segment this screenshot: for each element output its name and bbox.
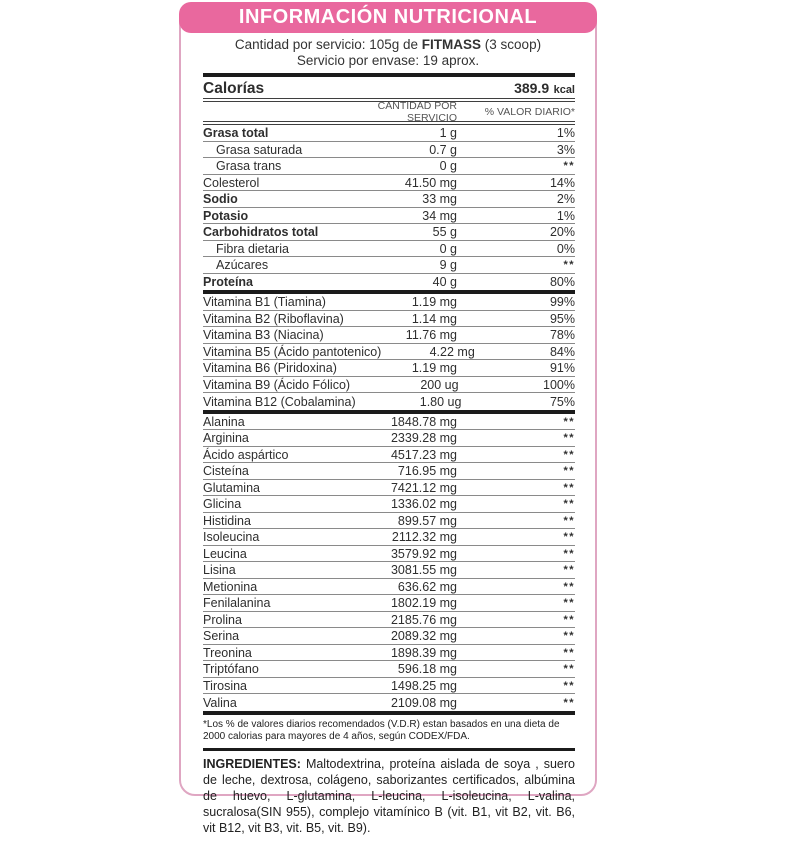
row-amount: 2089.32 mg — [390, 629, 457, 644]
row-label: Lisina — [203, 563, 236, 578]
row-amount: 1.80 ug — [419, 394, 462, 409]
calories-value-group — [514, 80, 575, 98]
row-label: Leucina — [203, 546, 247, 561]
row-amount: 1848.78 mg — [390, 414, 457, 429]
row-daily-value: 20% — [549, 225, 575, 240]
table-row — [203, 241, 575, 258]
row-label: Azúcares — [216, 258, 269, 273]
row-daily-value: 91% — [549, 361, 575, 376]
table-row — [203, 463, 575, 480]
brand-name: FITMASS — [421, 37, 482, 52]
row-daily-value: ** — [563, 679, 575, 692]
row-daily-value: 1% — [556, 208, 575, 223]
row-label: Prolina — [203, 612, 242, 627]
row-amount: 1.19 mg — [411, 295, 457, 310]
row-daily-value: 84% — [549, 344, 575, 359]
row-daily-value: ** — [563, 465, 575, 478]
calories-label: Calorías — [203, 80, 265, 98]
row-daily-value: ** — [563, 160, 575, 173]
row-daily-value: 99% — [549, 295, 575, 310]
row-label: Vitamina B12 (Cobalamina) — [203, 394, 356, 409]
calories-row — [203, 77, 575, 98]
table-row — [203, 414, 575, 431]
row-label: Vitamina B5 (Ácido pantotenico) — [203, 344, 382, 359]
row-amount: 2112.32 mg — [391, 530, 457, 545]
table-row — [203, 546, 575, 563]
amino-acids-section — [203, 414, 575, 711]
servings-per-container-line: Servicio por envase: 19 aprox. — [296, 53, 480, 69]
serving-size-suffix: (3 scoop) — [481, 37, 542, 52]
nutrition-label — [179, 2, 597, 835]
row-daily-value: 100% — [543, 377, 575, 392]
row-label: Fenilalanina — [203, 596, 271, 611]
row-daily-value: ** — [563, 514, 575, 527]
macros-section — [203, 125, 575, 290]
row-label: Sodio — [203, 192, 238, 207]
row-daily-value: ** — [563, 498, 575, 511]
row-label: Vitamina B9 (Ácido Fólico) — [203, 377, 351, 392]
row-daily-value: ** — [563, 415, 575, 428]
ingredients-paragraph — [203, 751, 575, 842]
row-daily-value: ** — [563, 564, 575, 577]
table-row — [203, 274, 575, 291]
row-amount: 2185.76 mg — [390, 612, 457, 627]
label-title: INFORMACIÓN NUTRICIONAL — [238, 6, 538, 28]
calories-unit: kcal — [553, 84, 575, 97]
vitamins-section — [203, 294, 575, 410]
row-label: Treonina — [203, 645, 252, 660]
table-row — [203, 175, 575, 192]
row-amount: 0 g — [439, 241, 457, 256]
row-amount: 1.19 mg — [411, 361, 457, 376]
row-daily-value: ** — [563, 613, 575, 626]
row-amount: 4517.23 mg — [390, 447, 457, 462]
table-row — [203, 257, 575, 274]
row-amount: 0 g — [439, 159, 457, 174]
serving-size-line — [181, 37, 595, 53]
table-row — [203, 377, 575, 394]
row-amount: 7421.12 mg — [390, 480, 457, 495]
row-amount: 33 mg — [422, 192, 457, 207]
row-label: Vitamina B1 (Tiamina) — [203, 295, 326, 310]
row-label: Vitamina B6 (Piridoxina) — [203, 361, 337, 376]
row-daily-value: 75% — [549, 394, 575, 409]
table-row — [203, 208, 575, 225]
row-daily-value: ** — [563, 663, 575, 676]
row-daily-value: ** — [563, 597, 575, 610]
row-daily-value: 14% — [549, 175, 575, 190]
row-label: Metionina — [203, 579, 258, 594]
row-amount: 3081.55 mg — [390, 563, 457, 578]
row-amount: 55 g — [432, 225, 457, 240]
table-row — [203, 661, 575, 678]
row-daily-value: ** — [563, 259, 575, 272]
row-label: Grasa saturada — [216, 142, 303, 157]
row-amount: 2109.08 mg — [390, 695, 457, 710]
row-daily-value: 95% — [549, 311, 575, 326]
row-label: Potasio — [203, 208, 249, 223]
table-row — [203, 360, 575, 377]
row-daily-value: ** — [563, 696, 575, 709]
row-label: Colesterol — [203, 175, 260, 190]
row-daily-value: 78% — [549, 328, 575, 343]
serving-size-prefix: Cantidad por servicio: 105g de — [234, 37, 422, 52]
serving-info — [181, 37, 595, 69]
label-content — [181, 69, 595, 842]
row-label: Tirosina — [203, 678, 247, 693]
row-amount: 899.57 mg — [397, 513, 457, 528]
row-amount: 3579.92 mg — [390, 546, 457, 561]
table-row — [203, 513, 575, 530]
table-row — [203, 645, 575, 662]
row-label: Isoleucina — [203, 530, 260, 545]
row-daily-value: ** — [563, 580, 575, 593]
column-header-daily-value: % VALOR DIARIO* — [484, 105, 575, 118]
table-row — [203, 612, 575, 629]
table-row — [203, 224, 575, 241]
table-row — [203, 694, 575, 711]
table-row — [203, 678, 575, 695]
table-row — [203, 327, 575, 344]
row-daily-value: 1% — [556, 126, 575, 141]
row-amount: 636.62 mg — [397, 579, 457, 594]
row-label: Serina — [203, 629, 240, 644]
row-daily-value: 3% — [556, 142, 575, 157]
daily-value-footnote: *Los % de valores diarios recomendados (V.D.R) estan basados en una dieta de 2000 calorias para mayores de 4 años, según CODEX/FDA. — [203, 718, 560, 743]
table-row — [203, 579, 575, 596]
row-label: Vitamina B3 (Niacina) — [203, 328, 324, 343]
row-label: Glutamina — [203, 480, 260, 495]
table-row — [203, 496, 575, 513]
table-row — [203, 311, 575, 328]
row-amount: 1 g — [439, 126, 457, 141]
row-daily-value: ** — [563, 646, 575, 659]
row-label: Alanina — [203, 414, 245, 429]
row-label: Proteína — [203, 275, 254, 290]
row-amount: 9 g — [439, 258, 457, 273]
row-label: Glicina — [203, 497, 242, 512]
row-amount: 1498.25 mg — [390, 678, 457, 693]
table-row — [203, 294, 575, 311]
row-label: Vitamina B2 (Riboflavina) — [203, 311, 344, 326]
table-row — [203, 595, 575, 612]
table-row — [203, 344, 575, 361]
calories-value: 389.9 — [514, 80, 550, 97]
table-row — [203, 480, 575, 497]
row-amount: 2339.28 mg — [390, 431, 457, 446]
row-amount: 596.18 mg — [397, 662, 457, 677]
row-daily-value: 0% — [556, 241, 575, 256]
row-label: Histidina — [203, 513, 251, 528]
column-header-amount: CANTIDAD POR SERVICIO — [377, 99, 457, 124]
row-daily-value: 80% — [549, 275, 575, 290]
row-amount: 11.76 mg — [405, 328, 457, 343]
label-title-bar — [179, 2, 597, 33]
row-daily-value: ** — [563, 630, 575, 643]
row-amount: 34 mg — [422, 208, 457, 223]
table-row — [203, 430, 575, 447]
row-amount: 1898.39 mg — [390, 645, 457, 660]
column-header-row — [203, 99, 575, 124]
row-label: Grasa trans — [216, 159, 282, 174]
row-label: Ácido aspártico — [203, 447, 289, 462]
row-amount: 0.7 g — [429, 142, 457, 157]
row-label: Valina — [203, 695, 237, 710]
row-amount: 40 g — [432, 275, 457, 290]
table-row — [203, 142, 575, 159]
row-amount: 41.50 mg — [404, 175, 457, 190]
row-label: Fibra dietaria — [216, 241, 289, 256]
row-label: Triptófano — [203, 662, 259, 677]
ingredients-text: Maltodextrina, proteína aislada de soya , suero de leche, dextrosa, colágeno, saborizantes certificados, albúmina de huevo, L-glutamina, L-leucina, L-isoleucina, L-valina, sucralosa(SIN 955), complejo vitamínico B (vit. B1, vit B2, vit. B6, vit B12, vit B3, vit. B5, vit. B9). — [203, 756, 575, 835]
row-daily-value: ** — [563, 448, 575, 461]
table-row — [203, 158, 575, 175]
table-row — [203, 125, 575, 142]
row-daily-value: ** — [563, 547, 575, 560]
table-row — [203, 393, 575, 410]
ingredients-heading: INGREDIENTES: — [203, 756, 301, 771]
row-amount: 4.22 mg — [429, 344, 475, 359]
table-row — [203, 529, 575, 546]
row-daily-value: ** — [563, 481, 575, 494]
row-amount: 200 ug — [420, 377, 459, 392]
table-row — [203, 628, 575, 645]
row-label: Grasa total — [203, 126, 269, 141]
row-amount: 1802.19 mg — [390, 596, 457, 611]
table-row — [203, 447, 575, 464]
row-amount: 1336.02 mg — [390, 497, 457, 512]
row-daily-value: 2% — [556, 192, 575, 207]
row-label: Cisteína — [203, 464, 249, 479]
row-daily-value: ** — [563, 432, 575, 445]
table-row — [203, 191, 575, 208]
row-amount: 1.14 mg — [411, 311, 457, 326]
row-label: Arginina — [203, 431, 249, 446]
table-row — [203, 562, 575, 579]
row-daily-value: ** — [563, 531, 575, 544]
row-label: Carbohidratos total — [203, 225, 319, 240]
row-amount: 716.95 mg — [397, 464, 457, 479]
